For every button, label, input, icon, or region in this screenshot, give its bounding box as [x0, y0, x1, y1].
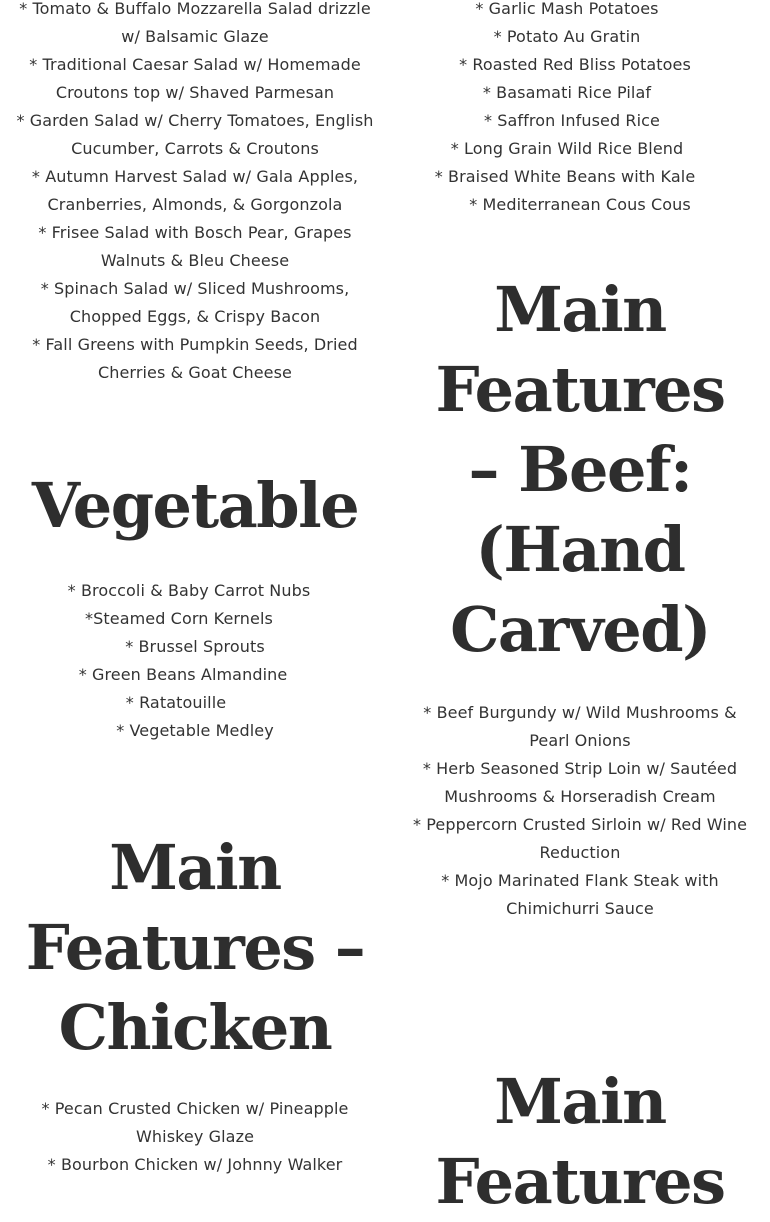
chicken-heading-line: Main: [109, 831, 281, 904]
list-item: * Traditional Caesar Salad w/ Homemade: [29, 55, 361, 74]
list-item: * Roasted Red Bliss Potatoes: [459, 55, 691, 74]
list-item: * Green Beans Almandine: [78, 665, 288, 684]
list-item: * Potato Au Gratin: [493, 27, 641, 46]
list-item: Whiskey Glaze: [135, 1127, 255, 1146]
list-item: Cucumber, Carrots & Croutons: [71, 139, 319, 158]
list-item: * Fall Greens with Pumpkin Seeds, Dried: [32, 335, 358, 354]
vegetable-heading: Vegetable: [31, 469, 359, 542]
list-item: Pearl Onions: [529, 731, 631, 750]
chicken-heading-line: Features –: [25, 911, 365, 984]
beef-heading-line: Carved): [450, 593, 710, 666]
list-item: * Garlic Mash Potatoes: [475, 0, 659, 18]
list-item: * Ratatouille: [125, 693, 227, 712]
list-item: Cherries & Goat Cheese: [97, 363, 293, 382]
list-item: * Mojo Marinated Flank Steak with: [441, 871, 719, 890]
list-item: w/ Balsamic Glaze: [121, 27, 269, 46]
beef-heading-line: – Beef:: [468, 433, 692, 506]
list-item: * Tomato & Buffalo Mozzarella Salad drizzle: [19, 0, 371, 18]
list-item: * Vegetable Medley: [116, 721, 274, 740]
list-item: Mushrooms & Horseradish Cream: [444, 787, 716, 806]
list-item: Reduction: [539, 843, 621, 862]
next-heading-line: Features: [435, 1145, 725, 1218]
list-item: * Braised White Beans with Kale: [434, 167, 696, 186]
next-heading-line: Main: [494, 1065, 666, 1138]
list-item: Chimichurri Sauce: [506, 899, 654, 918]
beef-heading-line: (Hand: [475, 513, 685, 586]
list-item: * Long Grain Wild Rice Blend: [450, 139, 684, 158]
list-item: * Brussel Sprouts: [125, 637, 265, 656]
list-item: * Peppercorn Crusted Sirloin w/ Red Wine: [412, 815, 748, 834]
list-item: Chopped Eggs, & Crispy Bacon: [69, 307, 321, 326]
list-item: * Mediterranean Cous Cous: [469, 195, 691, 214]
list-item: * Frisee Salad with Bosch Pear, Grapes: [38, 223, 352, 242]
list-item: * Pecan Crusted Chicken w/ Pineapple: [41, 1099, 349, 1118]
list-item: *Steamed Corn Kernels: [85, 609, 273, 628]
list-item: * Garden Salad w/ Cherry Tomatoes, English: [16, 111, 374, 130]
list-item: * Autumn Harvest Salad w/ Gala Apples,: [31, 167, 359, 186]
list-item: * Bourbon Chicken w/ Johnny Walker: [47, 1155, 343, 1174]
list-item: * Saffron Infused Rice: [483, 111, 660, 130]
list-item: Cranberries, Almonds, & Gorgonzola: [47, 195, 343, 214]
beef-heading-line: Features: [435, 353, 725, 426]
list-item: Croutons top w/ Shaved Parmesan: [55, 83, 335, 102]
beef-heading-line: Main: [494, 273, 666, 346]
chicken-heading-line: Chicken: [58, 991, 332, 1064]
list-item: * Herb Seasoned Strip Loin w/ Sautéed: [422, 759, 738, 778]
list-item: Walnuts & Bleu Cheese: [100, 251, 290, 270]
list-item: * Broccoli & Baby Carrot Nubs: [67, 581, 311, 600]
list-item: * Basamati Rice Pilaf: [482, 83, 652, 102]
list-item: * Beef Burgundy w/ Wild Mushrooms &: [423, 703, 737, 722]
list-item: * Spinach Salad w/ Sliced Mushrooms,: [40, 279, 350, 298]
